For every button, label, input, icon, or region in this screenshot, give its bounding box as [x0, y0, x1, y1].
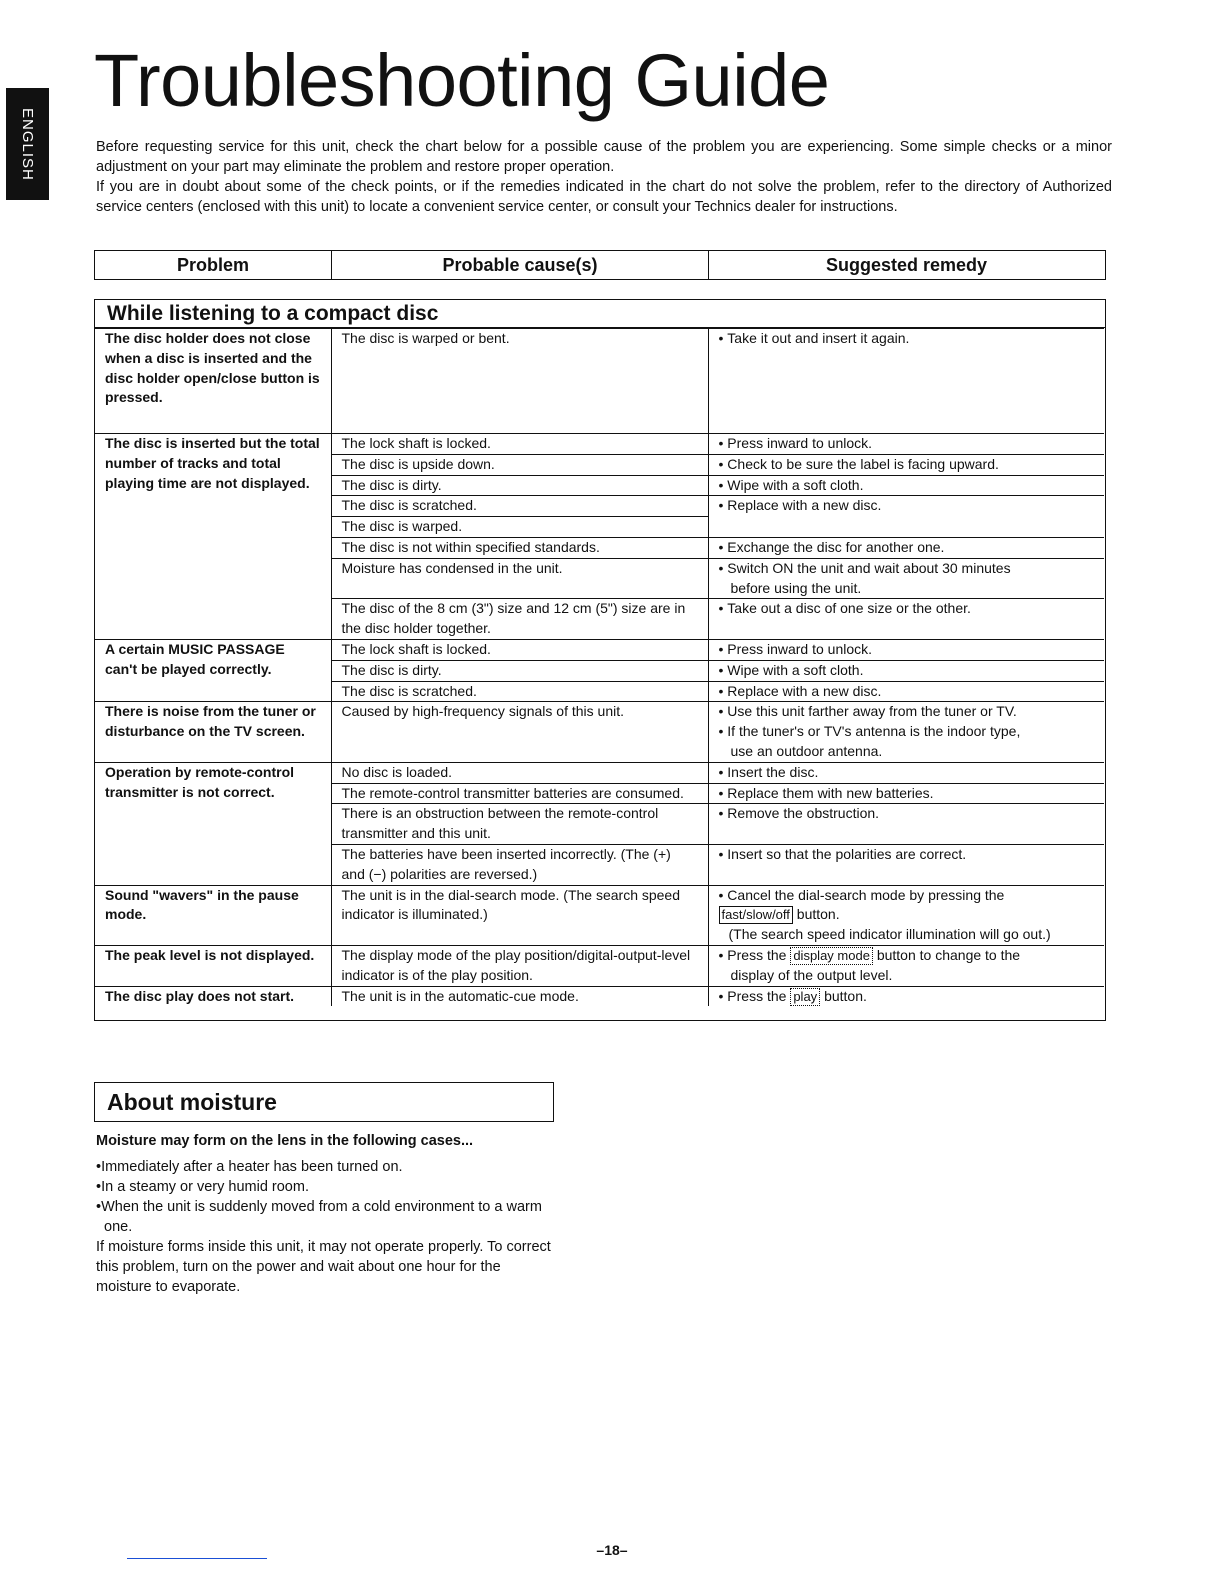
table-row	[95, 945, 1104, 986]
remedy-text: • Wipe with a soft cloth.	[719, 662, 864, 678]
display-mode-key: display mode	[790, 947, 873, 965]
remedy-text: • Switch ON the unit and wait about 30 minutes	[719, 560, 1011, 576]
cause-cell: Moisture has condensed in the unit.	[331, 558, 708, 599]
remedy-text: • Exchange the disc for another one.	[719, 539, 945, 555]
remedy-cell	[708, 434, 1104, 455]
table-row	[95, 434, 1104, 455]
remedy-text-post: button.	[824, 987, 867, 1004]
page-number: –18–	[596, 1542, 628, 1558]
moisture-lead: Moisture may form on the lens in the following cases...	[96, 1133, 474, 1149]
table-row	[95, 329, 1104, 434]
troubleshooting-table	[95, 328, 1104, 1006]
cause-cell: The display mode of the play position/digital-output-level indicator is of the play position.	[331, 945, 708, 986]
remedy-text: • Insert so that the polarities are correct.	[719, 846, 967, 862]
remedy-cell	[708, 454, 1104, 475]
cause-cell: The unit is in the automatic-cue mode.	[331, 986, 708, 1006]
moisture-title: About moisture	[94, 1082, 554, 1122]
remedy-text: • Take it out and insert it again.	[719, 330, 910, 346]
problem-cell: There is noise from the tuner or disturbance on the TV screen.	[95, 702, 331, 762]
cause-cell: The remote-control transmitter batteries are consumed.	[331, 783, 708, 804]
remedy-cell	[708, 537, 1104, 558]
remedy-continuation: display of the output level.	[730, 966, 893, 983]
cause-cell: Caused by high-frequency signals of this unit.	[331, 702, 708, 762]
cause-cell: There is an obstruction between the remote-control transmitter and this unit.	[331, 804, 708, 845]
remedy-cell	[708, 945, 1104, 986]
remedy-text: • Press the	[719, 988, 787, 1004]
cause-cell: The disc is dirty.	[331, 660, 708, 681]
moisture-body	[96, 1131, 556, 1297]
moisture-item: •When the unit is suddenly moved from a cold environment to a warm one.	[96, 1199, 542, 1235]
remedy-text: • Take out a disc of one size or the other.	[719, 600, 971, 616]
remedy-cell	[708, 639, 1104, 660]
section-title: While listening to a compact disc	[95, 300, 1105, 328]
remedy-text: • Replace them with new batteries.	[719, 785, 934, 801]
intro-paragraph-2: If you are in doubt about some of the check points, or if the remedies indicated in the chart do not solve the problem, refer to the directory of Authorized service centers (enclosed with this unit) to locate a convenient service center, or consult your Technics dealer for instructions.	[96, 179, 1112, 215]
cause-cell: The disc is dirty.	[331, 475, 708, 496]
problem-cell: Sound "wavers" in the pause mode.	[95, 885, 331, 945]
troubleshooting-section	[94, 299, 1106, 1021]
problem-cell: Operation by remote-control transmitter is not correct.	[95, 762, 331, 885]
cause-cell: The disc is not within specified standards.	[331, 537, 708, 558]
header-remedy: Suggested remedy	[825, 254, 988, 275]
remedy-text: • Use this unit farther away from the tuner or TV.	[719, 703, 1017, 719]
remedy-cell	[708, 681, 1104, 702]
remedy-text: • Press the	[719, 947, 787, 963]
problem-cell: The disc play does not start.	[95, 986, 331, 1006]
remedy-text: • Replace with a new disc.	[719, 497, 882, 513]
table-row	[95, 702, 1104, 762]
footer-divider	[127, 1558, 267, 1559]
remedy-cell	[708, 496, 1104, 538]
cause-cell: The disc is scratched.	[331, 681, 708, 702]
remedy-cell	[708, 762, 1104, 783]
problem-cell: The disc is inserted but the total number of tracks and total playing time are not displayed.	[95, 434, 331, 640]
remedy-cell	[708, 844, 1104, 885]
cause-cell: The lock shaft is locked.	[331, 639, 708, 660]
cause-cell: The disc is scratched.	[331, 496, 708, 517]
table-header	[94, 250, 1106, 280]
cause-cell: The lock shaft is locked.	[331, 434, 708, 455]
table-row	[95, 639, 1104, 660]
cause-cell: No disc is loaded.	[331, 762, 708, 783]
moisture-item: •Immediately after a heater has been turned on.	[96, 1159, 403, 1175]
header-problem: Problem	[95, 251, 332, 279]
remedy-continuation: before using the unit.	[730, 579, 862, 596]
language-label: ENGLISH	[19, 107, 36, 181]
cause-cell: The disc of the 8 cm (3") size and 12 cm (5") size are in the disc holder together.	[331, 599, 708, 640]
remedy-text-post: button.	[796, 906, 840, 923]
moisture-item: •In a steamy or very humid room.	[96, 1179, 309, 1195]
problem-cell: A certain MUSIC PASSAGE can't be played correctly.	[95, 639, 331, 701]
cause-cell: The disc is warped or bent.	[331, 329, 708, 434]
cause-cell: The unit is in the dial-search mode. (The search speed indicator is illuminated.)	[331, 885, 708, 945]
remedy-text: • Cancel the dial-search mode by pressing the	[719, 887, 1005, 903]
header-cause: Probable cause(s)	[332, 251, 709, 279]
remedy-text: • Press inward to unlock.	[719, 641, 873, 657]
remedy-cell	[708, 783, 1104, 804]
table-row	[95, 762, 1104, 783]
fast-slow-off-key: fast/slow/off	[719, 906, 793, 924]
table-row	[95, 986, 1104, 1006]
remedy-cell	[708, 885, 1104, 945]
remedy-text-2: • If the tuner's or TV's antenna is the indoor type,	[719, 723, 1021, 739]
moisture-note: If moisture forms inside this unit, it may not operate properly. To correct this problem, turn on the power and wait about one hour for the moisture to evaporate.	[96, 1239, 551, 1295]
language-tab	[6, 88, 49, 200]
remedy-text-post: button to change to the	[876, 946, 1021, 963]
remedy-text: • Replace with a new disc.	[719, 683, 882, 699]
remedy-text: • Check to be sure the label is facing upward.	[719, 456, 999, 472]
play-key: play	[790, 988, 820, 1006]
remedy-cell	[708, 804, 1104, 845]
remedy-text: • Remove the obstruction.	[719, 805, 880, 821]
remedy-cell	[708, 986, 1104, 1006]
remedy-text: • Insert the disc.	[719, 764, 819, 780]
remedy-cell	[708, 558, 1104, 599]
remedy-continuation: use an outdoor antenna.	[730, 742, 883, 759]
remedy-cell	[708, 599, 1104, 640]
cause-cell: The disc is warped.	[331, 517, 708, 538]
page-title: Troubleshooting Guide	[94, 39, 830, 122]
remedy-text: • Press inward to unlock.	[719, 435, 873, 451]
remedy-text: • Wipe with a soft cloth.	[719, 477, 864, 493]
cause-cell: The batteries have been inserted incorrectly. (The (+) and (−) polarities are reversed.)	[331, 844, 708, 885]
remedy-cell	[708, 702, 1104, 762]
problem-cell: The disc holder does not close when a disc is inserted and the disc holder open/close button is pressed.	[95, 329, 331, 434]
remedy-cell	[708, 660, 1104, 681]
intro-text	[96, 137, 1112, 217]
remedy-cell	[708, 329, 1104, 434]
cause-cell: The disc is upside down.	[331, 454, 708, 475]
remedy-note: (The search speed indicator illumination will go out.)	[728, 926, 1051, 943]
problem-cell: The peak level is not displayed.	[95, 945, 331, 986]
table-row	[95, 885, 1104, 945]
remedy-cell	[708, 475, 1104, 496]
intro-paragraph-1: Before requesting service for this unit, check the chart below for a possible cause of the problem you are experiencing. Some simple checks or a minor adjustment on your part may eliminate the problem and restore proper operation.	[96, 139, 1112, 175]
